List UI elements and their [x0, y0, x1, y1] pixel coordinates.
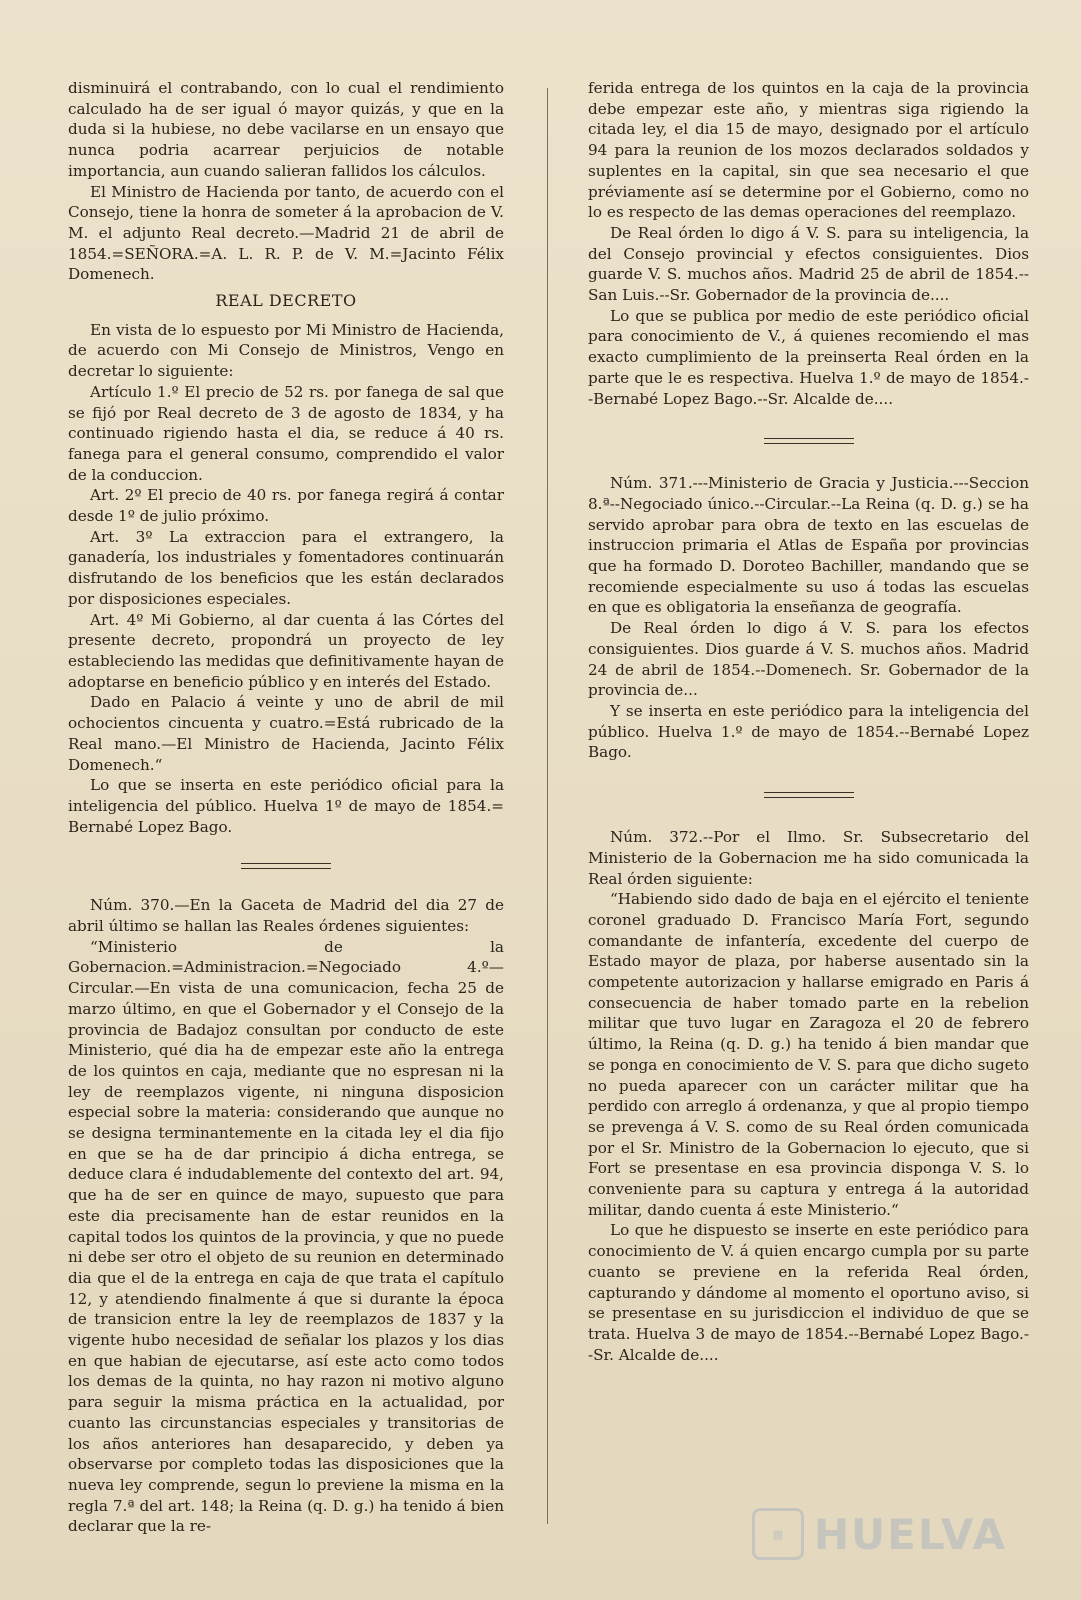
- paragraph: Lo que he dispuesto se inserte en este periódico para conocimiento de V. á quien encargo cumpla por su parte cuanto se previene en la referida Real órden, capturando y dándome al momento el oportuno aviso, si se presentase en su jurisdiccion el individuo de que se trata. Huelva 3 de mayo de 1854.--Bernabé Lopez Bago.--Sr. Alcalde de....: [588, 1221, 1029, 1364]
- paragraph: De Real órden lo digo á V. S. para los efectos consiguientes. Dios guarde á V. S. muchos años. Madrid 24 de abril de 1854.--Domenech. Sr. Gobernador de la provincia de...: [588, 619, 1029, 700]
- watermark-logo: [752, 1508, 1007, 1560]
- paragraph: Y se inserta en este periódico para la inteligencia del público. Huelva 1.º de mayo de 1854.--Bernabé Lopez Bago.: [588, 701, 1029, 762]
- paragraph: “Ministerio de la Gobernacion.=Administracion.=Negociado 4.º—Circular.—En vista de una comunicacion, fecha 25 de marzo último, en que el Gobernador y el Consejo de la provincia de Badajoz consultan por conducto de este Ministerio, qué dia ha de empezar este año la entrega de los quintos en caja, mediante que no espresan ni la ley de reemplazos vigente, ni ninguna disposicion especial sobre la materia: considerando que aunque no se designa terminantemente en la citada ley el dia fijo en que se ha de dar principio á dicha entrega, se deduce clara é indudablemente del contexto del art. 94, que ha de ser en quince de mayo, supuesto que para este dia precisamente han de estar reunidos en la capital todos los quintos de la provincia, y que no puede ni debe ser otro el objeto de su reunion en determinado dia que el de la entrega en caja de que trata el capítulo 12, y atendiendo finalmente á que si durante la época de transicion entre la ley de reemplazos de 1837 y la vigente hubo necesidad de señalar los plazos y los dias en que habian de ejecutarse, así este acto como todos los demas de la quinta, no hay razon ni motivo alguno para seguir la misma práctica en la actualidad, por cuanto las circunstancias especiales y transitorias de los años anteriores han desaparecido, y deben ya observarse por completo todas las disposiciones que la nueva ley comprende, segun lo previene la misma en la regla 7.ª del art. 148; la Reina (q. D. g.) ha tenido á bien declarar que la re-: [68, 937, 504, 1536]
- paragraph: Lo que se publica por medio de este periódico oficial para conocimiento de V., á quienes recomiendo el mas exacto cumplimiento de la preinserta Real órden en la parte que le es respectiva. Huelva 1.º de mayo de 1854.--Bernabé Lopez Bago.--Sr. Alcalde de....: [588, 306, 1029, 408]
- paragraph: Lo que se inserta en este periódico oficial para la inteligencia del público. Huelva 1º de mayo de 1854.= Bernabé Lopez Bago.: [68, 776, 504, 836]
- paragraph: disminuirá el contrabando, con lo cual el rendimiento calculado ha de ser igual ó mayor quizás, y que en la duda si la hubiese, no debe vacilarse en un ensayo que nunca podria acarrear perjuicios de notable importancia, aun cuando salieran fallidos los cálculos.: [68, 79, 504, 180]
- right-column: [588, 78, 1029, 1365]
- notice-heading: Núm. 372.--Por el Ilmo. Sr. Subsecretario del Ministerio de la Gobernacion me ha sido comunicada la Real órden siguiente:: [588, 828, 1029, 888]
- paragraph: Dado en Palacio á veinte y uno de abril de mil ochocientos cincuenta y cuatro.=Está rubricado de la Real mano.—El Ministro de Hacienda, Jacinto Félix Domenech.“: [68, 693, 504, 774]
- notice-heading: Núm. 370.—En la Gaceta de Madrid del dia 27 de abril último se hallan las Reales órdenes siguientes:: [68, 896, 504, 936]
- section-separator: [68, 837, 504, 895]
- paragraph: De Real órden lo digo á V. S. para su inteligencia, la del Consejo provincial y efectos consiguientes. Dios guarde V. S. muchos años. Madrid 25 de abril de 1854.--San Luis.--Sr. Gobernador de la provincia de....: [588, 223, 1029, 305]
- article-paragraph: Art. 3º La extraccion para el extrangero, la ganadería, los industriales y fomentadores continuarán disfrutando de los beneficios que les están declarados por disposiciones especiales.: [68, 527, 504, 608]
- column-divider: [547, 88, 548, 1524]
- article-paragraph: Art. 2º El precio de 40 rs. por fanega regirá á contar desde 1º de julio próximo.: [68, 486, 504, 526]
- notice-heading: Núm. 371.---Ministerio de Gracia y Justicia.---Seccion 8.ª--Negociado único.--Circular.--La Reina (q. D. g.) se ha servido aprobar para obra de texto en las escuelas de instruccion primaria el Atlas de España por provincias que ha formado D. Doroteo Bachiller, mandando que se recomiende especialmente su uso á todas las escuelas en que es obligatoria la enseñanza de geografía.: [588, 474, 1029, 617]
- article-paragraph: Art. 4º Mi Gobierno, al dar cuenta á las Córtes del presente decreto, propondrá un proyecto de ley estableciendo las medidas que definitivamente hayan de adoptarse en beneficio público y en interés del Estado.: [68, 610, 504, 691]
- paragraph: El Ministro de Hacienda por tanto, de acuerdo con el Consejo, tiene la honra de someter á la aprobacion de V. M. el adjunto Real decreto.—Madrid 21 de abril de 1854.=SEÑORA.=A. L. R. P. de V. M.=Jacinto Félix Domenech.: [68, 182, 504, 284]
- seal-icon: ▦: [752, 1508, 804, 1560]
- section-separator: [588, 763, 1029, 827]
- article-paragraph: Artículo 1.º El precio de 52 rs. por fanega de sal que se fijó por Real decreto de 3 de agosto de 1834, y ha continuado rigiendo hasta el dia, se reduce á 40 rs. fanega para el general consumo, comprendido el valor de la conduccion.: [68, 382, 504, 484]
- left-column: [68, 78, 504, 1537]
- paragraph: ferida entrega de los quintos en la caja de la provincia debe empezar este año, y mientras siga rigiendo la citada ley, el dia 15 de mayo, designado por el artículo 94 para la reunion de los mozos declarados soldados y suplentes en la capital, sin que sea necesario el que préviamente así se determine por el Gobierno, como no lo es respecto de las demas operaciones del reemplazo.: [588, 79, 1029, 222]
- watermark-text: HUELVA: [813, 1509, 1007, 1559]
- paragraph: En vista de lo espuesto por Mi Ministro de Hacienda, de acuerdo con Mi Consejo de Ministros, Vengo en decretar lo siguiente:: [68, 320, 504, 381]
- section-separator: [588, 409, 1029, 473]
- section-heading: REAL DECRETO: [215, 291, 357, 311]
- paragraph: “Habiendo sido dado de baja en el ejército el teniente coronel graduado D. Francisco María Fort, segundo comandante de infantería, excedente del cuerpo de Estado mayor de plaza, por haberse ausentado sin la competente autorizacion y hallarse emigrado en Paris á consecuencia de haber tomado parte en la rebelion militar que tuvo lugar en Zaragoza el 20 de febrero último, la Reina (q. D. g.) ha tenido á bien mandar que se ponga en conocimiento de V. S. para que dicho sugeto no pueda aparecer con un carácter militar que ha perdido con arreglo á ordenanza, y que al propio tiempo se prevenga á V. S. como de su Real órden comunicada por el Sr. Ministro de la Gobernacion lo ejecuto, que si Fort se presentase en esa provincia disponga V. S. lo conveniente para su captura y entrega á la autoridad militar, dando cuenta á este Ministerio.“: [588, 890, 1029, 1219]
